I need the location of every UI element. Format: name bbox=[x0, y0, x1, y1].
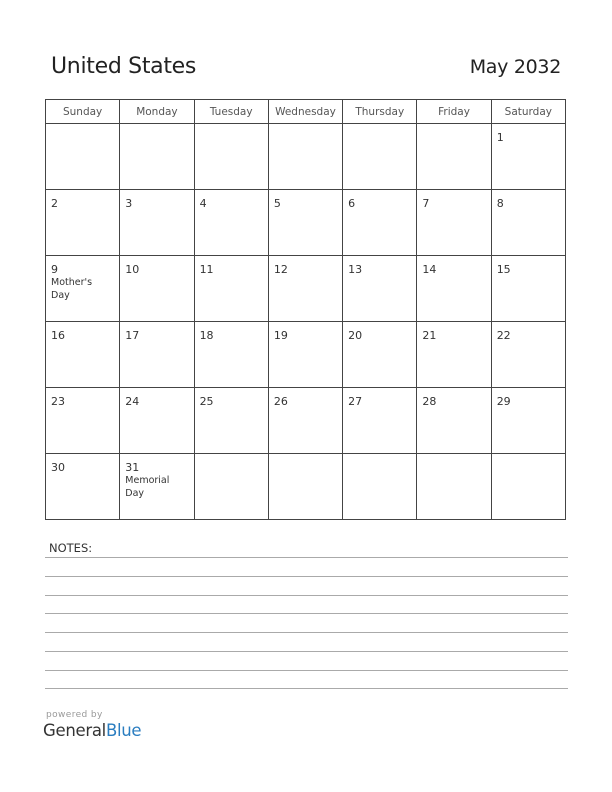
calendar-day-cell bbox=[46, 256, 120, 322]
calendar-day-number: 6 bbox=[348, 197, 356, 210]
calendar-day-cell bbox=[46, 190, 120, 256]
calendar-day-number: 31 bbox=[125, 461, 140, 474]
calendar-day-number: 24 bbox=[125, 395, 140, 408]
calendar-day-cell bbox=[268, 388, 342, 454]
note-line bbox=[45, 557, 568, 558]
calendar-day-number: 16 bbox=[51, 329, 65, 342]
holiday-label-line: Day bbox=[51, 289, 70, 301]
weekday-header-row bbox=[46, 100, 566, 124]
calendar-day-cell bbox=[491, 454, 565, 520]
note-line bbox=[45, 670, 568, 671]
calendar-grid bbox=[45, 99, 566, 520]
calendar-day-cell bbox=[343, 124, 417, 190]
weekday-saturday: Saturday bbox=[491, 100, 565, 124]
calendar-day-number: 9 bbox=[51, 263, 58, 276]
calendar-day-cell bbox=[120, 322, 194, 388]
calendar-day-cell bbox=[46, 454, 120, 520]
holiday-label-line: Mother's bbox=[51, 277, 93, 288]
calendar-day-number: 17 bbox=[125, 329, 140, 342]
weekday-thursday: Thursday bbox=[343, 100, 417, 124]
calendar-day-number: 20 bbox=[348, 329, 363, 342]
calendar-week-row bbox=[46, 256, 566, 322]
note-line bbox=[45, 576, 568, 577]
calendar-day-cell bbox=[268, 124, 342, 190]
calendar-day-number: 22 bbox=[496, 329, 511, 342]
powered-by-text: powered by bbox=[46, 710, 103, 720]
brand-name-blue: Blue bbox=[105, 721, 142, 740]
note-line bbox=[45, 632, 568, 633]
calendar-day-cell bbox=[194, 124, 268, 190]
calendar-day-number: 7 bbox=[422, 197, 430, 210]
calendar-day-cell bbox=[491, 322, 565, 388]
calendar-day-cell bbox=[417, 454, 491, 520]
calendar-day-number: 2 bbox=[51, 197, 58, 210]
calendar-day-cell bbox=[343, 322, 417, 388]
calendar-day-cell bbox=[491, 256, 565, 322]
calendar-day-cell bbox=[491, 190, 565, 256]
calendar-day-cell bbox=[491, 124, 565, 190]
calendar-day-number: 18 bbox=[199, 329, 214, 342]
calendar-day-number: 30 bbox=[51, 461, 65, 474]
calendar-week-row bbox=[46, 322, 566, 388]
weekday-wednesday: Wednesday bbox=[268, 100, 342, 124]
calendar-day-cell bbox=[194, 322, 268, 388]
calendar-week-row bbox=[46, 124, 566, 190]
calendar-day-cell bbox=[194, 388, 268, 454]
note-line bbox=[45, 595, 568, 596]
calendar-month-title: May 2032 bbox=[469, 56, 561, 78]
calendar-day-number: 11 bbox=[199, 263, 214, 276]
calendar-day-cell bbox=[343, 388, 417, 454]
calendar-day-number: 23 bbox=[51, 395, 65, 408]
calendar-day-cell bbox=[417, 256, 491, 322]
holiday-label bbox=[51, 277, 119, 302]
calendar-day-cell bbox=[120, 454, 194, 520]
calendar-day-number: 26 bbox=[273, 395, 288, 408]
calendar-day-number: 27 bbox=[348, 395, 363, 408]
calendar-day-cell bbox=[46, 322, 120, 388]
holiday-label-line: Day bbox=[125, 487, 145, 499]
calendar-day-cell bbox=[46, 124, 120, 190]
calendar-day-number: 14 bbox=[422, 263, 437, 276]
calendar-week-row bbox=[46, 454, 566, 520]
calendar-day-cell bbox=[417, 124, 491, 190]
calendar-day-cell bbox=[194, 454, 268, 520]
calendar-day-number: 3 bbox=[125, 197, 133, 210]
calendar-day-number: 8 bbox=[496, 197, 504, 210]
calendar-weeks bbox=[46, 124, 566, 520]
holiday-label-line: Memorial bbox=[125, 475, 170, 486]
calendar-country-title: United States bbox=[51, 54, 197, 79]
brand-logo[interactable] bbox=[43, 721, 141, 740]
weekday-friday: Friday bbox=[417, 100, 491, 124]
calendar-day-cell bbox=[343, 256, 417, 322]
weekday-tuesday: Tuesday bbox=[194, 100, 268, 124]
calendar-day-number: 28 bbox=[422, 395, 437, 408]
calendar-day-number: 1 bbox=[496, 131, 504, 144]
calendar-day-cell bbox=[343, 454, 417, 520]
calendar-day-cell bbox=[120, 124, 194, 190]
notes-label: NOTES: bbox=[49, 541, 93, 555]
calendar-day-cell bbox=[194, 256, 268, 322]
calendar-day-number: 29 bbox=[496, 395, 511, 408]
calendar-day-number: 19 bbox=[273, 329, 288, 342]
calendar-day-cell bbox=[343, 190, 417, 256]
calendar-day-cell bbox=[194, 190, 268, 256]
calendar-day-cell bbox=[120, 190, 194, 256]
calendar-day-number: 13 bbox=[348, 263, 363, 276]
note-line bbox=[45, 651, 568, 652]
note-line bbox=[45, 613, 568, 614]
holiday-label bbox=[125, 475, 193, 500]
calendar-day-cell bbox=[120, 388, 194, 454]
calendar-day-cell bbox=[46, 388, 120, 454]
calendar-day-number: 10 bbox=[125, 263, 140, 276]
calendar-day-cell bbox=[491, 388, 565, 454]
calendar-day-number: 5 bbox=[273, 197, 281, 210]
calendar-week-row bbox=[46, 190, 566, 256]
calendar-day-number: 4 bbox=[199, 197, 207, 210]
brand-name-general: General bbox=[43, 721, 106, 740]
calendar-day-cell bbox=[417, 388, 491, 454]
calendar-day-number: 15 bbox=[496, 263, 511, 276]
calendar-day-cell bbox=[417, 322, 491, 388]
calendar-day-cell bbox=[417, 190, 491, 256]
calendar-day-cell bbox=[120, 256, 194, 322]
weekday-monday: Monday bbox=[120, 100, 194, 124]
calendar-day-cell bbox=[268, 256, 342, 322]
calendar-day-number: 12 bbox=[273, 263, 288, 276]
calendar-day-cell bbox=[268, 454, 342, 520]
calendar-day-number: 25 bbox=[199, 395, 214, 408]
calendar-day-cell bbox=[268, 190, 342, 256]
calendar-week-row bbox=[46, 388, 566, 454]
note-line bbox=[45, 688, 568, 689]
calendar-day-cell bbox=[268, 322, 342, 388]
weekday-sunday: Sunday bbox=[46, 100, 120, 124]
calendar-day-number: 21 bbox=[422, 329, 437, 342]
